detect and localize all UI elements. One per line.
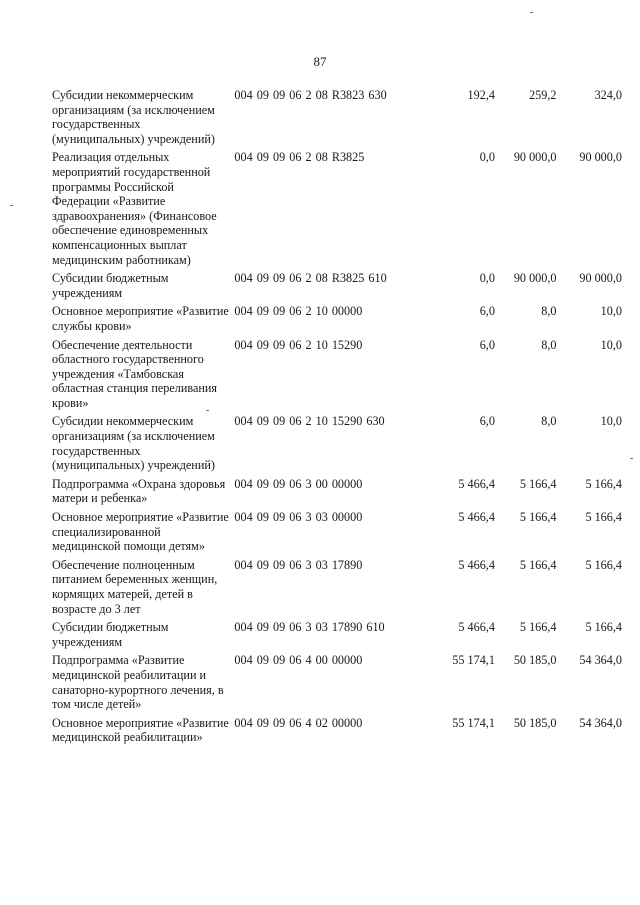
row-value-2: 5 166,4 [519,510,557,525]
table-row [52,150,622,271]
row-value-2: 5 166,4 [519,476,557,491]
row-code: 004 09 09 06 3 03 00000 [234,510,363,525]
row-name: Субсидии бюджетным учреждениям [52,271,169,300]
table-row [52,620,622,653]
row-value-1: 6,0 [479,304,495,319]
table-row [52,88,622,150]
row-code: 004 09 09 06 2 10 15290 630 [234,414,385,429]
row-value-1: 5 466,4 [458,557,495,572]
row-value-2: 5 166,4 [519,620,557,635]
row-name: Основное мероприятие «Развитие медицинской реабилитации» [52,715,229,745]
row-name: Субсидии некоммерческим организациям (за исключением государственных (муниципальных) учреждений) [52,88,215,146]
row-value-3: 54 364,0 [579,715,622,730]
row-code: 004 09 09 06 2 10 00000 [234,304,363,319]
row-code: 004 09 09 06 3 03 17890 [234,557,363,572]
row-value-3: 10,0 [600,337,622,352]
row-value-2: 8,0 [541,414,557,429]
row-value-2: 50 185,0 [513,715,557,730]
table-row [52,716,622,749]
row-value-1: 55 174,1 [452,653,495,668]
row-value-2: 90 000,0 [513,150,557,165]
table-row [52,653,622,715]
row-name: Реализация отдельных мероприятий государственной программы Российской Федерации «Развитие здравоохранения» (Финансовое обеспечение единовременных компенсационных выплат медицинским работникам) [52,150,217,267]
row-value-2: 50 185,0 [513,653,557,668]
scan-mark [630,458,633,459]
row-name: Обеспечение деятельности областного государственного учреждения «Тамбовская областная станция переливания крови» [52,337,218,410]
row-value-3: 324,0 [594,88,622,102]
row-value-2: 5 166,4 [519,557,557,572]
row-value-1: 0,0 [479,271,495,286]
row-value-1: 5 466,4 [458,620,495,635]
table-row [52,271,622,304]
table-row [52,510,622,558]
row-value-3: 5 166,4 [585,476,622,491]
row-code: 004 09 09 06 2 10 15290 [234,337,363,352]
row-code: 004 09 09 06 3 00 00000 [234,476,363,491]
row-value-1: 0,0 [479,150,495,165]
row-name: Основное мероприятие «Развитие специализированной медицинской помощи детям» [52,510,229,554]
row-value-1: 55 174,1 [452,715,495,730]
row-name: Подпрограмма «Развитие медицинской реабилитации и санаторно-курортного лечения, в том числе детей» [52,653,224,712]
row-code: 004 09 09 06 2 08 R3823 630 [234,88,387,102]
scan-mark [10,205,13,206]
table-row [52,304,622,337]
row-code: 004 09 09 06 4 00 00000 [234,653,363,668]
row-value-3: 5 166,4 [585,510,622,525]
row-value-3: 10,0 [600,304,622,319]
row-code: 004 09 09 06 4 02 00000 [234,715,363,730]
scan-mark [530,12,533,13]
row-value-2: 8,0 [541,337,557,352]
row-name: Обеспечение полноценным питанием беременных женщин, кормящих матерей, детей в возрасте до 3 лет [52,557,218,616]
page-number: 87 [313,54,327,69]
budget-table [52,88,622,749]
table-row [52,558,622,620]
row-value-3: 90 000,0 [579,271,622,286]
row-name: Основное мероприятие «Развитие службы крови» [52,304,229,333]
row-code: 004 09 09 06 3 03 17890 610 [234,620,385,635]
row-value-3: 54 364,0 [579,653,622,668]
row-name: Подпрограмма «Охрана здоровья матери и ребенка» [52,476,226,506]
row-value-2: 259,2 [529,88,557,102]
row-name: Субсидии некоммерческим организациям (за исключением государственных (муниципальных) учреждений) [52,414,215,473]
row-value-1: 6,0 [479,414,495,429]
row-code: 004 09 09 06 2 08 R3825 610 [234,271,387,286]
row-value-2: 8,0 [541,304,557,319]
row-code: 004 09 09 06 2 08 R3825 [234,150,365,165]
row-value-3: 10,0 [600,414,622,429]
row-name: Субсидии бюджетным учреждениям [52,620,169,649]
table-row [52,477,622,510]
row-value-2: 90 000,0 [513,271,557,286]
table-row [52,338,622,415]
row-value-1: 5 466,4 [458,510,495,525]
row-value-3: 5 166,4 [585,557,622,572]
row-value-1: 192,4 [467,88,495,102]
table-row [52,414,622,476]
row-value-3: 5 166,4 [585,620,622,635]
row-value-3: 90 000,0 [579,150,622,165]
row-value-1: 6,0 [479,337,495,352]
row-value-1: 5 466,4 [458,476,495,491]
